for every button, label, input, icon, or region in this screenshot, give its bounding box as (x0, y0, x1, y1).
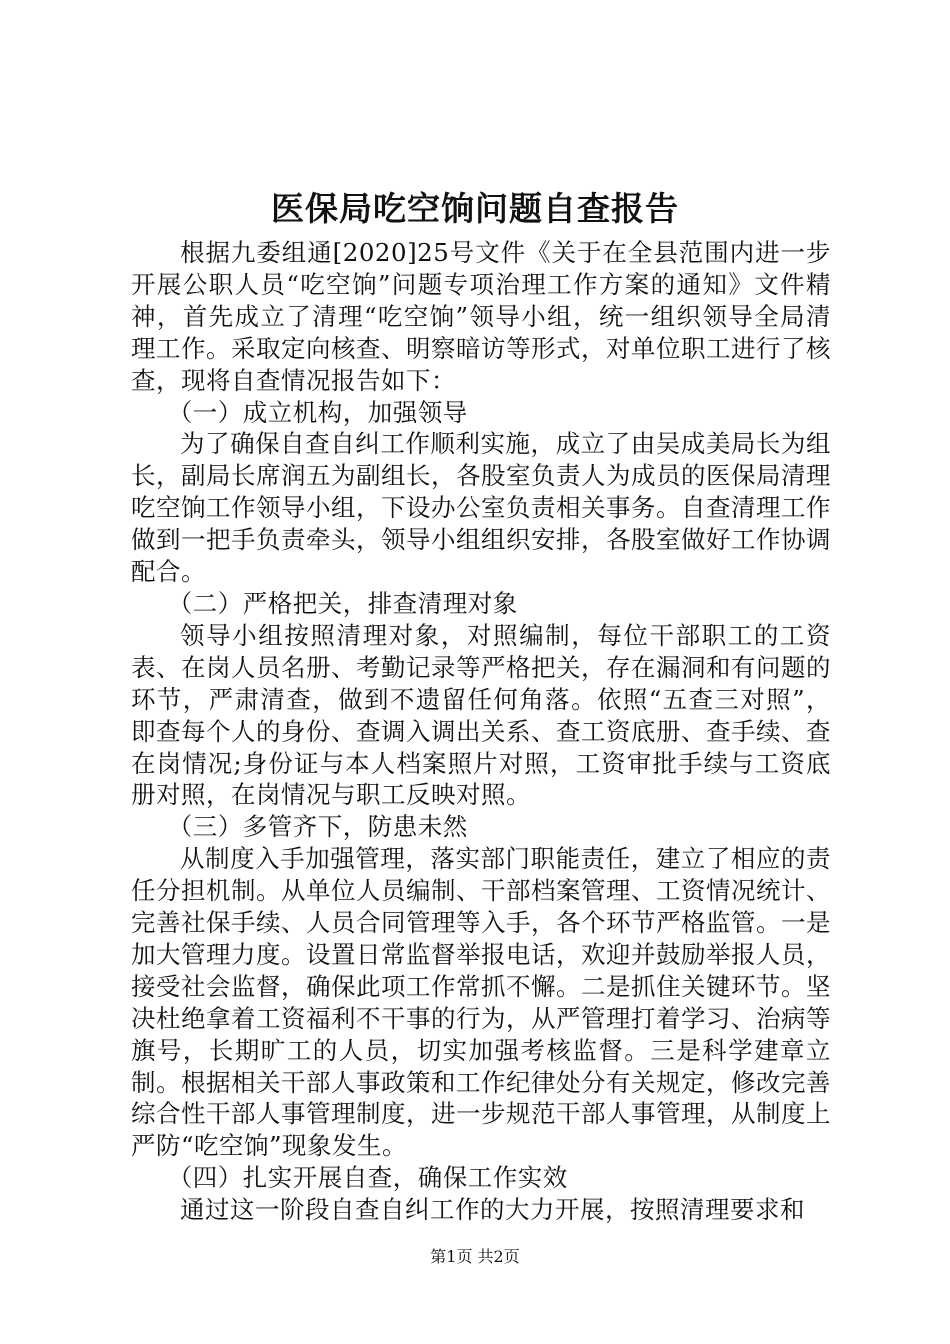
section-paragraph-3: 从制度入手加强管理，落实部门职能责任，建立了相应的责任分担机制。从单位人员编制、干部档案管理、工资情况统计、完善社保手续、人员合同管理等入手，各个环节严格监管。一是加大管理力度。设置日常监督举报电话，欢迎并鼓励举报人员，接受社会监督，确保此项工作常抓不懈。二是抓住关键环节。坚决杜绝拿着工资福利不干事的行为，从严管理打着学习、治病等旗号，长期旷工的人员，切实加强考核监督。三是科学建章立制。根据相关干部人事政策和工作纪律处分有关规定，修改完善综合性干部人事管理制度，进一步规范干部人事管理，从制度上严防“吃空饷”现象发生。 (131, 844, 831, 1161)
section-heading-1: （一）成立机构，加强领导 (167, 397, 468, 427)
section-paragraph-2: 领导小组按照清理对象，对照编制，每位干部职工的工资表、在岗人员名册、考勤记录等严格把关，存在漏洞和有问题的环节，严肃清查，做到不遗留任何角落。依照“五查三对照”，即查每个人的身份、查调入调出关系、查工资底册、查手续、查在岗情况;身份证与本人档案照片对照，工资审批手续与工资底册对照，在岗情况与职工反映对照。 (131, 620, 831, 810)
document-title: 医保局吃空饷问题自查报告 (271, 189, 679, 228)
section-heading-3: （三）多管齐下，防患未然 (167, 812, 468, 842)
section-paragraph-4: 通过这一阶段自查自纠工作的大力开展，按照清理要求和 (180, 1195, 805, 1225)
intro-paragraph: 根据九委组通[2020]25号文件《关于在全县范围内进一步开展公职人员“吃空饷”问题专项治理工作方案的通知》文件精神，首先成立了清理“吃空饷”领导小组，统一组织领导全局清理工作。采取定向核查、明察暗访等形式，对单位职工进行了核查，现将自查情况报告如下： (131, 238, 831, 395)
page-number-footer: 第1页 共2页 (430, 1247, 520, 1266)
document-body (131, 237, 831, 1226)
section-heading-4: （四）扎实开展自查，确保工作实效 (167, 1163, 568, 1193)
section-heading-2: （二）严格把关，排查清理对象 (167, 588, 518, 618)
section-paragraph-1: 为了确保自查自纠工作顺利实施，成立了由吴成美局长为组长，副局长席润五为副组长，各股室负责人为成员的医保局清理吃空饷工作领导小组，下设办公室负责相关事务。自查清理工作做到一把手负责牵头，领导小组组织安排，各股室做好工作协调配合。 (131, 429, 831, 587)
